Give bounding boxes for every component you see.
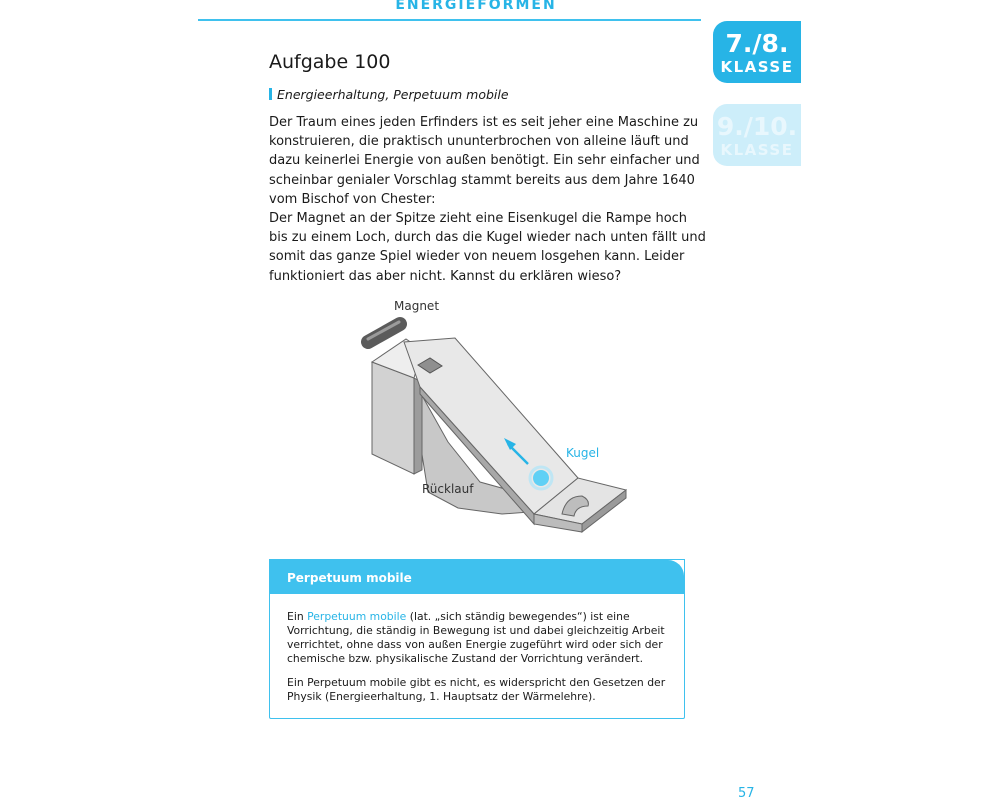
support-front <box>372 362 414 474</box>
info-paragraph <box>287 610 672 666</box>
magnet-body <box>368 324 400 342</box>
info-box-title: Perpetuum mobile <box>270 560 684 594</box>
info-p1-rest: (lat. „sich ständig bewegendes“) ist eine Vorrichtung, die ständig in Bewegung ist und dabei gleichzeitig Arbeit verrichtet, ohne dass von außen Energie zugeführt wird oder sich der chemische bzw. physikalische Zustand der Vorrichtung verändert. <box>287 610 665 665</box>
magnet-label: Magnet <box>394 299 440 313</box>
info-box <box>269 559 685 719</box>
grade-tab-label: KLASSE <box>720 58 794 76</box>
task-text <box>269 113 709 286</box>
subtitle-text: Energieerhaltung, Perpetuum mobile <box>277 87 509 102</box>
task-paragraph: Der Traum eines jeden Erfinders ist es seit jeher eine Maschine zu konstruieren, die praktisch ununterbrochen von alleine läuft und dazu keinerlei Energie von außen benötigt. Ein sehr einfacher und scheinbar genialer Vorschlag stammt bereits aus dem Jahre 1640 vom Bischof von Chester: <box>269 115 700 207</box>
perpetuum-mobile-term: Perpetuum mobile <box>307 610 407 623</box>
section-title: ENERGIEFORMEN <box>395 0 557 13</box>
task-subtitle <box>269 87 509 102</box>
header-rule <box>198 19 701 21</box>
task-title: Aufgabe 100 <box>269 51 391 73</box>
info-p1-prefix: Ein <box>287 610 308 623</box>
grade-tab-number: 9./10. <box>716 112 798 141</box>
grade-tab-label: KLASSE <box>720 141 794 159</box>
kugel-label: Kugel <box>566 446 600 460</box>
task-paragraph: Der Magnet an der Spitze zieht eine Eisenkugel die Rampe hoch bis zu einem Loch, durch das die Kugel wieder nach unten fällt und somit das ganze Spiel wieder von neuem losgehen kann. Leider funktioniert das aber nicht. Kannst du erklären wieso? <box>269 211 706 284</box>
ruecklauf-label: Rücklauf <box>422 482 474 496</box>
info-box-body <box>270 594 684 704</box>
grade-tab-number: 7./8. <box>725 29 789 58</box>
ball <box>533 470 549 486</box>
page-number: 57 <box>738 786 755 801</box>
info-paragraph: Ein Perpetuum mobile gibt es nicht, es widerspricht den Gesetzen der Physik (Energieerhaltung, 1. Hauptsatz der Wärmelehre). <box>287 676 666 703</box>
subtitle-bar <box>269 88 272 100</box>
figure-drawing <box>320 292 640 542</box>
perpetuum-mobile-figure <box>320 292 640 542</box>
grade-tab-7-8[interactable] <box>713 21 801 83</box>
grade-tab-9-10[interactable] <box>713 104 801 166</box>
